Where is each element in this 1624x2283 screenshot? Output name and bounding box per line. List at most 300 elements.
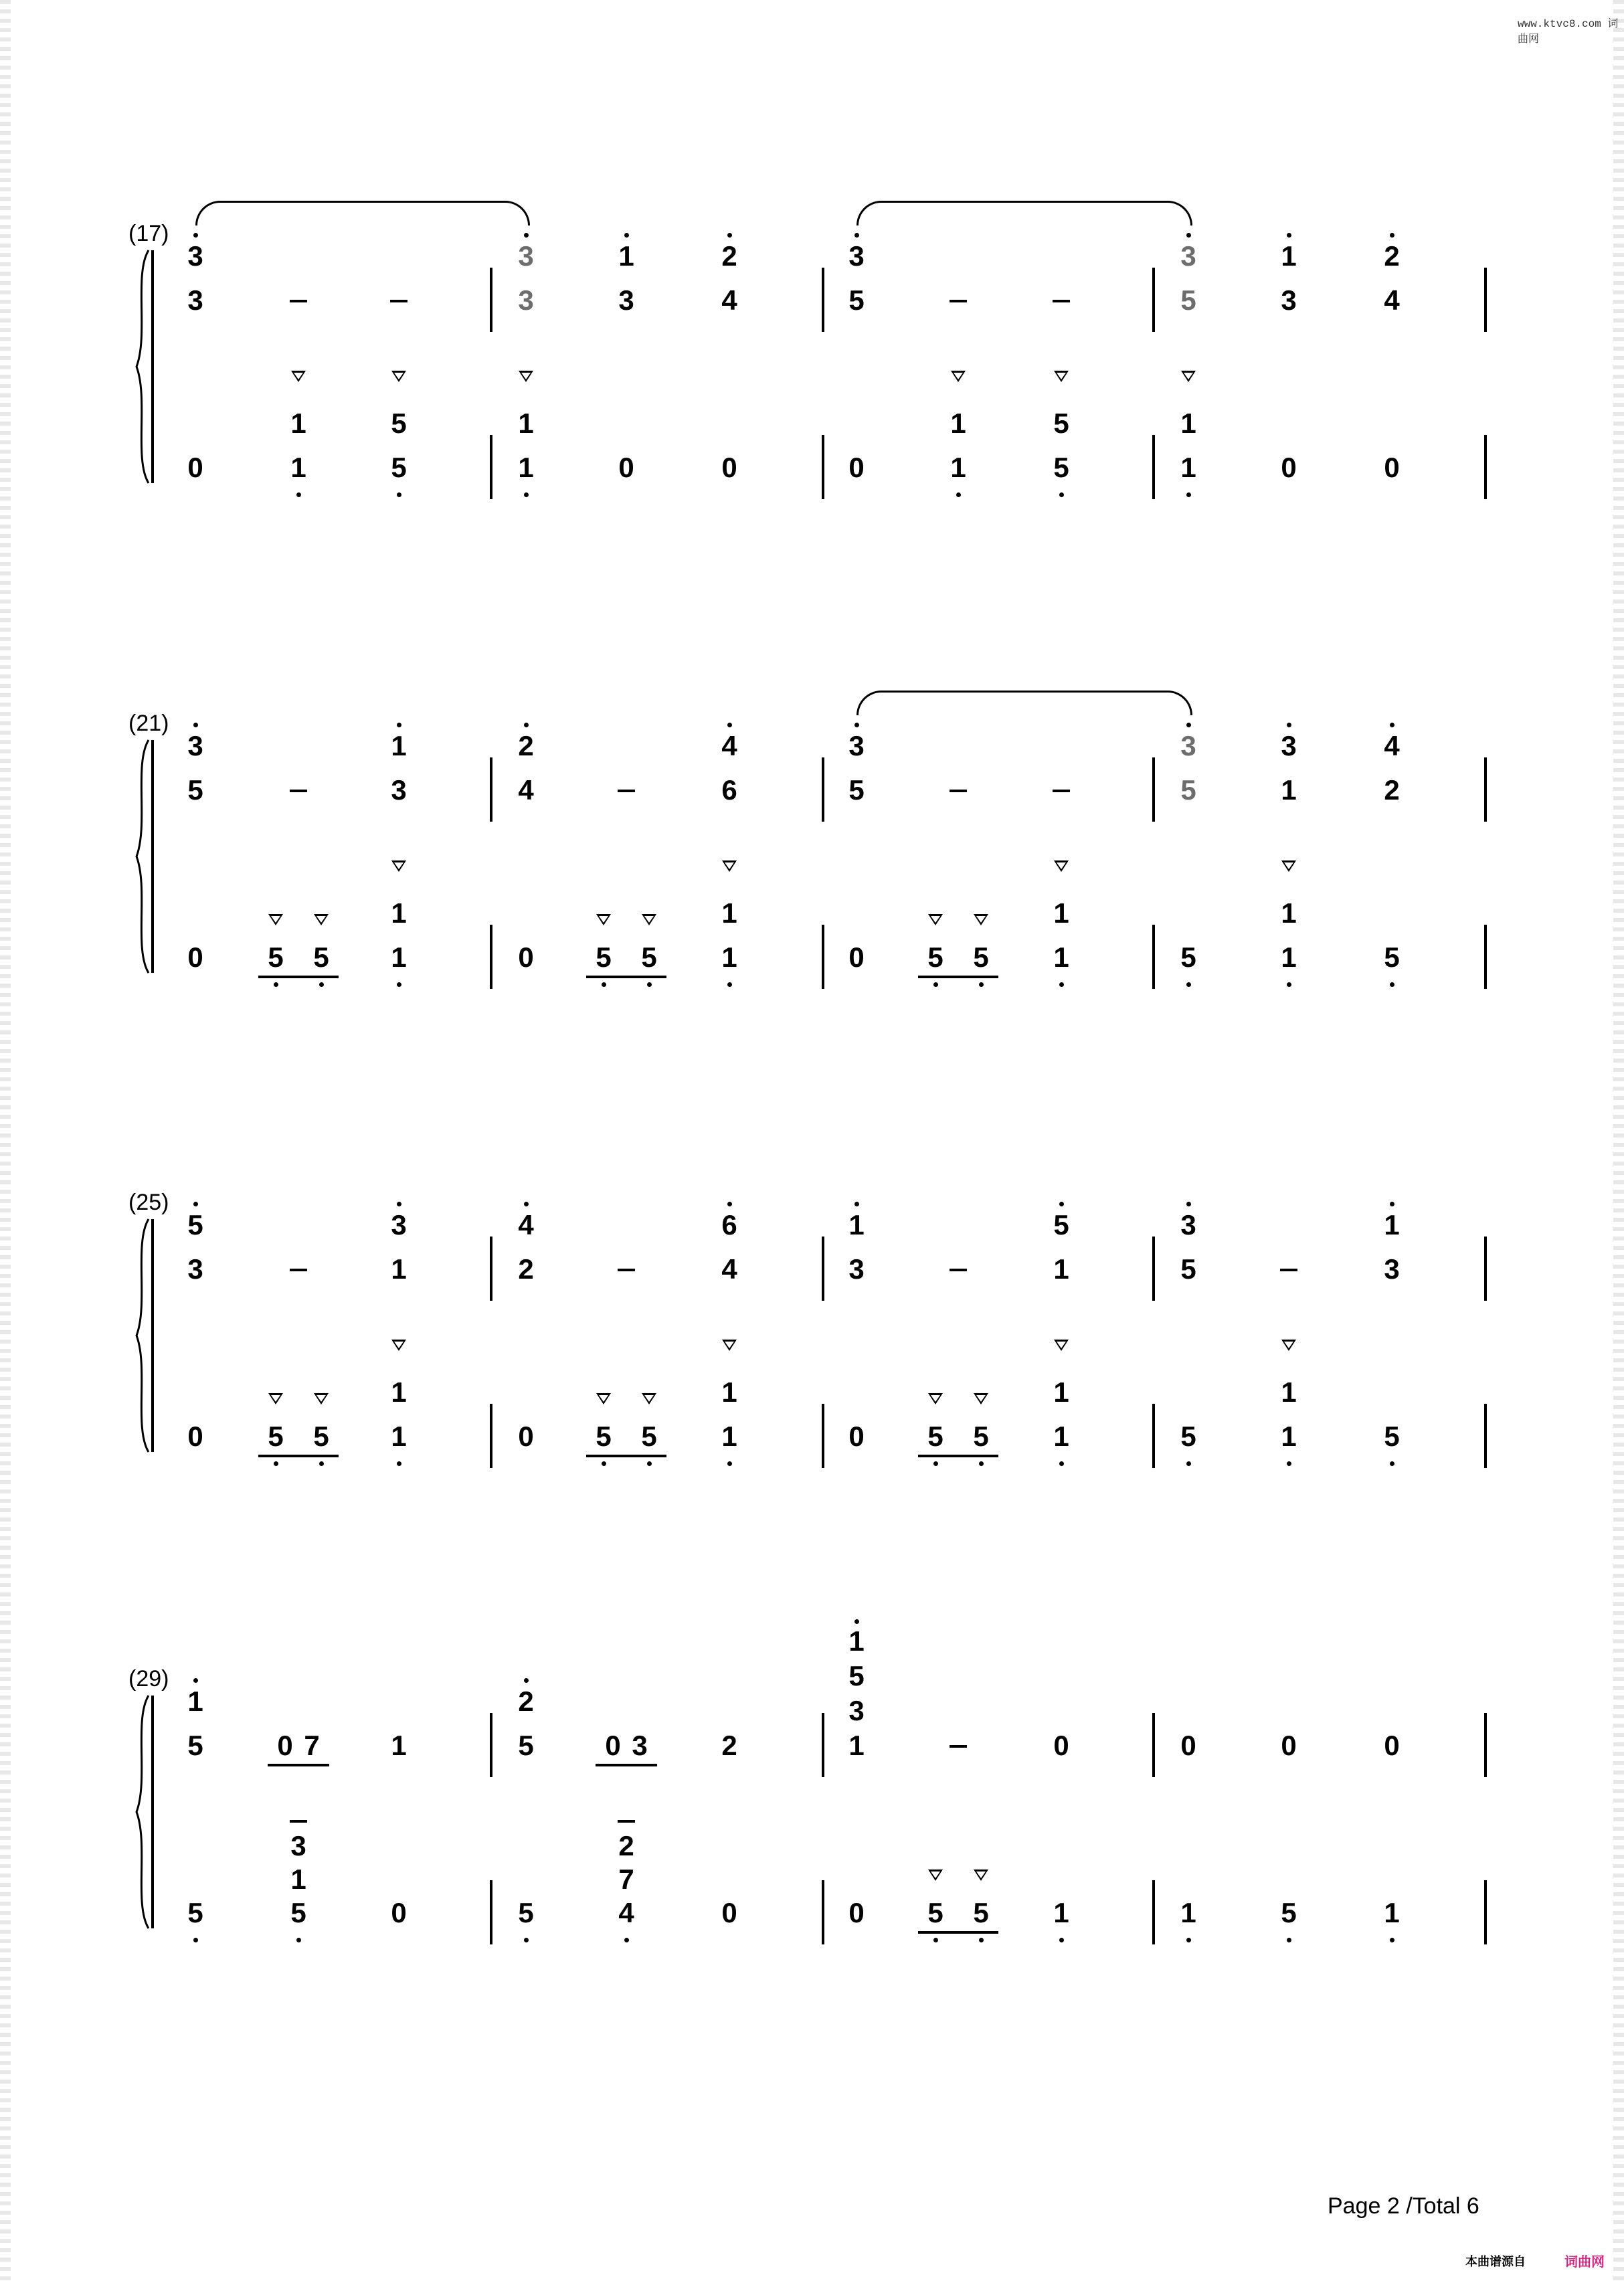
octave-dot — [524, 233, 529, 238]
lower-note: 0 — [187, 941, 203, 973]
lower-note: 1 — [1281, 1376, 1297, 1408]
barline-upper — [490, 1713, 492, 1777]
octave-dot — [727, 723, 732, 727]
upper-note: 1 — [848, 1209, 865, 1241]
upper-note: 2 — [721, 240, 737, 272]
lower-note: 0 — [848, 941, 865, 973]
upper-note: 3 — [848, 1695, 865, 1726]
sustain-dash — [618, 790, 635, 792]
lower-note: 2 — [618, 1830, 634, 1861]
lower-note: 0 — [848, 1897, 865, 1928]
lower-note: 5 — [1053, 407, 1069, 439]
upper-note: 3 — [1281, 730, 1297, 761]
lower-note: 4 — [618, 1897, 634, 1928]
accent-mark — [1281, 1340, 1296, 1351]
octave-dot — [1390, 1202, 1394, 1206]
octave-dot — [854, 233, 859, 238]
lower-note: 5 — [596, 941, 612, 973]
lower-note: 5 — [313, 1421, 329, 1452]
barline-upper — [1484, 268, 1487, 332]
upper-note: 4 — [518, 774, 534, 806]
octave-dot — [1390, 723, 1394, 727]
octave-dot — [1059, 492, 1064, 497]
barline-upper — [1152, 757, 1155, 822]
barline-lower — [490, 1404, 492, 1468]
measure-number: (25) — [128, 1190, 169, 1215]
lower-note: 1 — [391, 1376, 407, 1408]
accent-mark — [1281, 860, 1296, 872]
grand-staff-brace — [128, 737, 155, 978]
lower-note: 1 — [290, 407, 306, 439]
upper-note: 5 — [187, 1730, 203, 1761]
lower-note: 1 — [721, 1421, 737, 1452]
lower-note: 1 — [1053, 897, 1069, 929]
octave-dot — [647, 1461, 652, 1466]
octave-dot — [397, 1202, 401, 1206]
lower-note: 1 — [518, 407, 534, 439]
grand-staff-brace — [128, 1216, 155, 1457]
accent-mark — [1181, 371, 1196, 382]
octave-dot — [524, 1202, 529, 1206]
accent-mark — [391, 371, 406, 382]
lower-note: 0 — [518, 941, 534, 973]
upper-note: 1 — [1384, 1209, 1400, 1241]
footer-brand-logo: 词曲网 — [1564, 2255, 1605, 2270]
accent-mark — [268, 1393, 283, 1404]
lower-note: 5 — [1053, 452, 1069, 483]
lower-note: 3 — [290, 1830, 306, 1861]
lower-note: 0 — [848, 1421, 865, 1452]
barline-lower — [1484, 1880, 1487, 1944]
upper-note: 2 — [518, 730, 534, 761]
upper-note: 3 — [518, 284, 534, 316]
upper-note: 3 — [1180, 730, 1196, 761]
lower-note: 5 — [391, 407, 407, 439]
upper-note: 1 — [391, 730, 407, 761]
lower-note: 5 — [973, 941, 989, 973]
lower-note: 5 — [1281, 1897, 1297, 1928]
lower-note: 1 — [391, 1421, 407, 1452]
lower-note: 1 — [1053, 1421, 1069, 1452]
measure-number: (21) — [128, 711, 169, 736]
barline-lower — [1152, 925, 1155, 989]
upper-note: 1 — [1053, 1253, 1069, 1285]
accent-mark — [1054, 860, 1069, 872]
octave-dot — [193, 233, 198, 238]
upper-note: 1 — [1281, 774, 1297, 806]
octave-dot — [193, 723, 198, 727]
barline-upper — [490, 268, 492, 332]
tie-slur — [856, 201, 1192, 225]
upper-note: 3 — [187, 284, 203, 316]
lower-note: 0 — [391, 1897, 407, 1928]
sustain-dash — [950, 300, 967, 302]
octave-dot — [193, 1938, 198, 1942]
octave-dot — [1287, 1938, 1291, 1942]
sustain-dash — [290, 1820, 307, 1823]
barline-lower — [490, 925, 492, 989]
octave-dot — [979, 1938, 984, 1942]
measure-number: (17) — [128, 221, 169, 246]
upper-note: 5 — [187, 1209, 203, 1241]
upper-note: 4 — [1384, 730, 1400, 761]
upper-note: 2 — [518, 1253, 534, 1285]
lower-note: 0 — [1281, 452, 1297, 483]
accent-mark — [928, 1869, 943, 1881]
upper-note: 1 — [391, 1730, 407, 1761]
upper-note: 3 — [848, 730, 865, 761]
left-edge-watermark — [0, 0, 11, 2283]
beam — [596, 1764, 657, 1766]
barline-upper — [1152, 1713, 1155, 1777]
accent-mark — [974, 1869, 988, 1881]
upper-note: 3 — [632, 1730, 648, 1761]
octave-dot — [979, 982, 984, 987]
barline-upper — [822, 268, 824, 332]
octave-dot — [1186, 1938, 1191, 1942]
sustain-dash — [290, 1269, 307, 1271]
octave-dot — [1390, 233, 1394, 238]
octave-dot — [1287, 982, 1291, 987]
octave-dot — [624, 1938, 629, 1942]
octave-dot — [524, 1938, 529, 1942]
lower-note: 5 — [518, 1897, 534, 1928]
lower-note: 0 — [721, 452, 737, 483]
lower-note: 0 — [1384, 452, 1400, 483]
upper-note: 3 — [1281, 284, 1297, 316]
accent-mark — [974, 1393, 988, 1404]
barline-lower — [1152, 1404, 1155, 1468]
sustain-dash — [290, 300, 307, 302]
lower-note: 1 — [1281, 941, 1297, 973]
octave-dot — [397, 492, 401, 497]
barline-upper — [1484, 1237, 1487, 1301]
lower-note: 1 — [1180, 407, 1196, 439]
octave-dot — [933, 1461, 938, 1466]
accent-mark — [391, 860, 406, 872]
octave-dot — [956, 492, 961, 497]
upper-note: 3 — [187, 240, 203, 272]
barline-lower — [490, 1880, 492, 1944]
barline-upper — [822, 1713, 824, 1777]
upper-note: 6 — [721, 1209, 737, 1241]
upper-note: 2 — [1384, 774, 1400, 806]
octave-dot — [1390, 982, 1394, 987]
beam — [918, 1931, 998, 1934]
lower-note: 5 — [927, 941, 943, 973]
upper-note: 5 — [1180, 774, 1196, 806]
lower-note: 7 — [618, 1863, 634, 1895]
lower-note: 5 — [641, 941, 657, 973]
sustain-dash — [290, 790, 307, 792]
octave-dot — [1186, 233, 1191, 238]
barline-upper — [490, 1237, 492, 1301]
octave-dot — [1186, 492, 1191, 497]
upper-note: 3 — [518, 240, 534, 272]
upper-note: 5 — [1053, 1209, 1069, 1241]
accent-mark — [596, 914, 611, 925]
octave-dot — [1186, 1202, 1191, 1206]
upper-note: 4 — [518, 1209, 534, 1241]
octave-dot — [1059, 982, 1064, 987]
lower-note: 1 — [1180, 1897, 1196, 1928]
lower-note: 1 — [518, 452, 534, 483]
barline-upper — [822, 757, 824, 822]
upper-note: 6 — [721, 774, 737, 806]
upper-note: 5 — [1180, 1253, 1196, 1285]
beam — [258, 1455, 339, 1457]
barline-lower — [490, 435, 492, 499]
octave-dot — [397, 1461, 401, 1466]
octave-dot — [647, 982, 652, 987]
upper-note: 5 — [518, 1730, 534, 1761]
accent-mark — [722, 1340, 737, 1351]
upper-note: 5 — [848, 284, 865, 316]
octave-dot — [274, 982, 278, 987]
upper-note: 2 — [721, 1730, 737, 1761]
lower-note: 0 — [518, 1421, 534, 1452]
octave-dot — [727, 1461, 732, 1466]
upper-note: 0 — [1384, 1730, 1400, 1761]
upper-note: 1 — [187, 1685, 203, 1717]
lower-note: 1 — [721, 1376, 737, 1408]
lower-note: 1 — [950, 452, 966, 483]
accent-mark — [642, 1393, 656, 1404]
sustain-dash — [1053, 300, 1070, 302]
barline-upper — [490, 757, 492, 822]
barline-lower — [822, 435, 824, 499]
header-site-credit: www.ktvc8.com 词曲网 — [1518, 18, 1619, 45]
upper-note: 3 — [848, 240, 865, 272]
octave-dot — [854, 1202, 859, 1206]
upper-note: 3 — [187, 730, 203, 761]
lower-note: 1 — [1053, 1897, 1069, 1928]
lower-note: 0 — [848, 452, 865, 483]
upper-note: 0 — [277, 1730, 293, 1761]
lower-note: 1 — [1384, 1897, 1400, 1928]
upper-note: 1 — [391, 1253, 407, 1285]
barline-upper — [1152, 268, 1155, 332]
upper-note: 4 — [1384, 284, 1400, 316]
octave-dot — [1287, 233, 1291, 238]
barline-lower — [1484, 435, 1487, 499]
octave-dot — [933, 982, 938, 987]
octave-dot — [1390, 1938, 1394, 1942]
octave-dot — [524, 723, 529, 727]
accent-mark — [314, 914, 329, 925]
grand-staff-brace — [128, 248, 155, 488]
lower-note: 5 — [1180, 941, 1196, 973]
lower-note: 0 — [721, 1897, 737, 1928]
octave-dot — [1287, 1461, 1291, 1466]
lower-note: 0 — [187, 452, 203, 483]
barline-lower — [1152, 1880, 1155, 1944]
beam — [918, 1455, 998, 1457]
upper-note: 0 — [1053, 1730, 1069, 1761]
upper-note: 5 — [848, 1660, 865, 1692]
accent-mark — [928, 914, 943, 925]
barline-lower — [1484, 1404, 1487, 1468]
octave-dot — [319, 1461, 324, 1466]
upper-note: 5 — [1180, 284, 1196, 316]
octave-dot — [727, 233, 732, 238]
upper-note: 1 — [848, 1625, 865, 1657]
barline-lower — [1152, 435, 1155, 499]
barline-lower — [822, 1404, 824, 1468]
lower-note: 5 — [596, 1421, 612, 1452]
lower-note: 1 — [1281, 1421, 1297, 1452]
lower-note: 5 — [187, 1897, 203, 1928]
lower-note: 5 — [1384, 941, 1400, 973]
octave-dot — [979, 1461, 984, 1466]
lower-note: 1 — [721, 941, 737, 973]
barline-upper — [822, 1237, 824, 1301]
sustain-dash — [390, 300, 408, 302]
octave-dot — [193, 1678, 198, 1683]
octave-dot — [319, 982, 324, 987]
page-number: Page 2 /Total 6 — [1328, 2193, 1479, 2219]
upper-note: 4 — [721, 284, 737, 316]
lower-note: 5 — [313, 941, 329, 973]
barline-lower — [822, 1880, 824, 1944]
lower-note: 5 — [973, 1421, 989, 1452]
upper-note: 4 — [721, 730, 737, 761]
octave-dot — [602, 982, 606, 987]
barline-lower — [822, 925, 824, 989]
octave-dot — [602, 1461, 606, 1466]
upper-note: 0 — [605, 1730, 621, 1761]
octave-dot — [296, 492, 301, 497]
lower-note: 1 — [290, 1863, 306, 1895]
upper-note: 7 — [304, 1730, 320, 1761]
upper-note: 4 — [721, 1253, 737, 1285]
upper-note: 1 — [618, 240, 634, 272]
accent-mark — [1054, 1340, 1069, 1351]
lower-note: 5 — [1384, 1421, 1400, 1452]
octave-dot — [296, 1938, 301, 1942]
accent-mark — [291, 371, 306, 382]
lower-note: 1 — [1180, 452, 1196, 483]
accent-mark — [391, 1340, 406, 1351]
octave-dot — [1186, 723, 1191, 727]
octave-dot — [524, 492, 529, 497]
upper-note: 1 — [848, 1730, 865, 1761]
upper-note: 3 — [1384, 1253, 1400, 1285]
lower-note: 1 — [1053, 941, 1069, 973]
upper-note: 3 — [618, 284, 634, 316]
lower-note: 5 — [290, 1897, 306, 1928]
octave-dot — [1059, 1202, 1064, 1206]
lower-note: 5 — [641, 1421, 657, 1452]
accent-mark — [951, 371, 966, 382]
accent-mark — [596, 1393, 611, 1404]
lower-note: 5 — [268, 941, 284, 973]
octave-dot — [1059, 1938, 1064, 1942]
beam — [918, 976, 998, 978]
upper-note: 3 — [391, 774, 407, 806]
beam — [586, 1455, 666, 1457]
octave-dot — [624, 233, 629, 238]
sustain-dash — [950, 790, 967, 792]
lower-note: 1 — [1281, 897, 1297, 929]
lower-note: 1 — [290, 452, 306, 483]
upper-note: 3 — [1180, 1209, 1196, 1241]
upper-note: 0 — [1180, 1730, 1196, 1761]
octave-dot — [854, 1619, 859, 1624]
upper-note: 3 — [391, 1209, 407, 1241]
sustain-dash — [1053, 790, 1070, 792]
lower-note: 1 — [1053, 1376, 1069, 1408]
accent-mark — [642, 914, 656, 925]
sustain-dash — [950, 1269, 967, 1271]
lower-note: 1 — [950, 407, 966, 439]
sustain-dash — [618, 1269, 635, 1271]
octave-dot — [397, 982, 401, 987]
upper-note: 5 — [187, 774, 203, 806]
accent-mark — [928, 1393, 943, 1404]
lower-note: 5 — [1180, 1421, 1196, 1452]
measure-number: (29) — [128, 1666, 169, 1692]
octave-dot — [524, 1678, 529, 1683]
accent-mark — [268, 914, 283, 925]
octave-dot — [1186, 1461, 1191, 1466]
octave-dot — [1287, 723, 1291, 727]
upper-note: 1 — [1281, 240, 1297, 272]
octave-dot — [933, 1938, 938, 1942]
beam — [258, 976, 339, 978]
upper-note: 5 — [848, 774, 865, 806]
lower-note: 5 — [973, 1897, 989, 1928]
lower-note: 5 — [927, 1897, 943, 1928]
upper-note: 3 — [187, 1253, 203, 1285]
octave-dot — [1186, 982, 1191, 987]
upper-note: 2 — [518, 1685, 534, 1717]
barline-upper — [1484, 1713, 1487, 1777]
octave-dot — [1059, 1461, 1064, 1466]
barline-lower — [1484, 925, 1487, 989]
tie-slur — [856, 691, 1192, 715]
grand-staff-brace — [128, 1693, 155, 1934]
octave-dot — [193, 1202, 198, 1206]
barline-upper — [1484, 757, 1487, 822]
lower-note: 0 — [618, 452, 634, 483]
sustain-dash — [618, 1820, 635, 1823]
beam — [586, 976, 666, 978]
octave-dot — [727, 1202, 732, 1206]
accent-mark — [314, 1393, 329, 1404]
octave-dot — [854, 723, 859, 727]
lower-note: 0 — [187, 1421, 203, 1452]
lower-note: 1 — [391, 897, 407, 929]
sustain-dash — [950, 1745, 967, 1748]
lower-note: 1 — [391, 941, 407, 973]
lower-note: 5 — [268, 1421, 284, 1452]
accent-mark — [722, 860, 737, 872]
sustain-dash — [1280, 1269, 1297, 1271]
lower-note: 5 — [927, 1421, 943, 1452]
lower-note: 1 — [721, 897, 737, 929]
barline-upper — [1152, 1237, 1155, 1301]
octave-dot — [727, 982, 732, 987]
lower-note: 5 — [391, 452, 407, 483]
accent-mark — [519, 371, 533, 382]
octave-dot — [1390, 1461, 1394, 1466]
octave-dot — [274, 1461, 278, 1466]
accent-mark — [974, 914, 988, 925]
upper-note: 3 — [848, 1253, 865, 1285]
upper-note: 0 — [1281, 1730, 1297, 1761]
accent-mark — [1054, 371, 1069, 382]
